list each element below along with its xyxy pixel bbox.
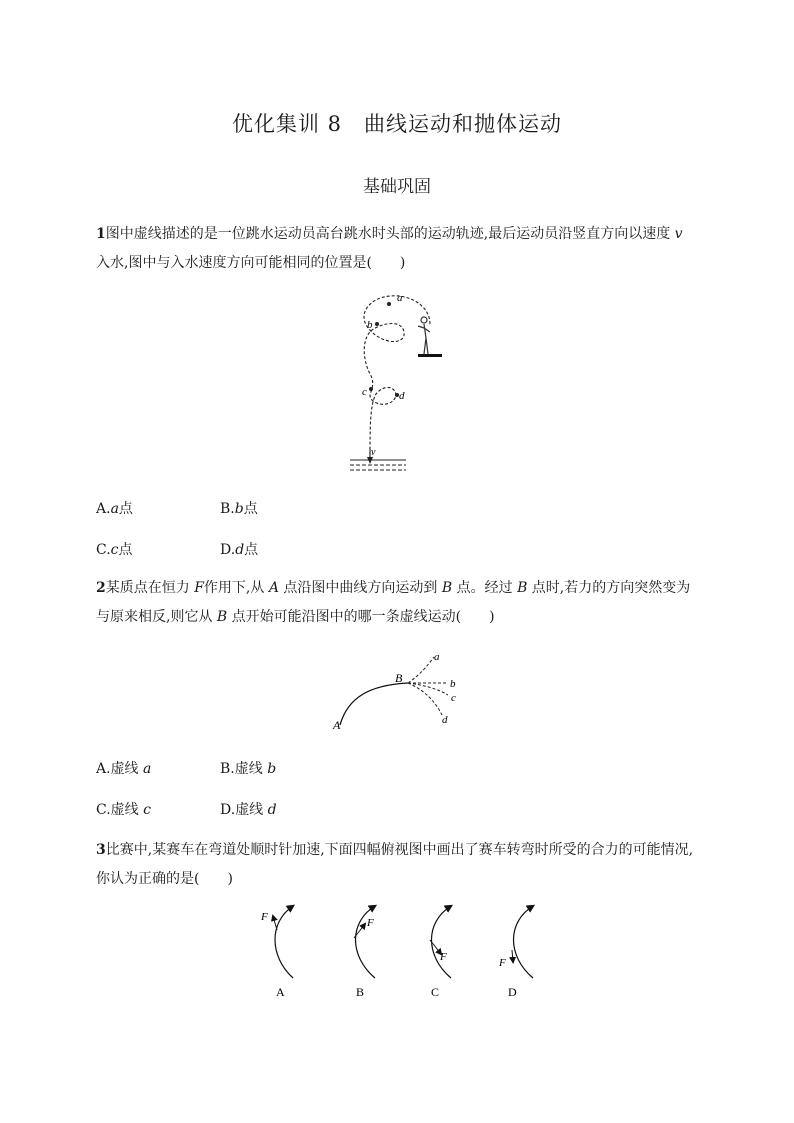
q2-option-d[interactable]: D.虚线 d xyxy=(220,802,277,818)
diving-platform xyxy=(418,354,442,357)
velocity-variable: v xyxy=(674,226,683,242)
label-d: d xyxy=(442,714,448,726)
question-number: 1 xyxy=(96,226,106,242)
question-text: 图中虚线描述的是一位跳水运动员高台跳水时头部的运动轨迹,最后运动员沿竖直方向以速度 xyxy=(105,226,675,242)
diagram-A xyxy=(260,906,293,999)
label-A: A xyxy=(333,718,341,732)
question-number: 3 xyxy=(96,842,106,858)
curve-ab-figure xyxy=(330,645,470,735)
dashed-line-c xyxy=(408,683,448,695)
diagram-C xyxy=(430,906,451,999)
question-3: 3比赛中,某赛车在弯道处顺时针加速,下面四幅俯视图中画出了赛车转弯时所受的合力的可能情况,你认为正确的是( ) xyxy=(96,842,694,887)
page-title: 优化集训 8 曲线运动和抛体运动 xyxy=(231,112,563,136)
label-a: a xyxy=(434,651,440,663)
track-arc-D xyxy=(514,906,534,978)
diver-trajectory-figure xyxy=(340,288,460,478)
dashed-line-a xyxy=(408,657,434,683)
q1-option-b[interactable]: B.b点 xyxy=(220,501,258,517)
section-heading: 基础巩固 xyxy=(363,177,431,197)
caption-C: C xyxy=(431,985,440,999)
q2-option-c[interactable]: C.虚线 c xyxy=(96,802,151,818)
force-arrow-A xyxy=(273,916,277,930)
svg-text:F: F xyxy=(499,957,506,969)
label-b: b xyxy=(367,319,373,331)
diagram-D xyxy=(498,906,533,999)
track-arc-A xyxy=(275,906,293,978)
label-B: B xyxy=(395,671,403,685)
label-d: d xyxy=(399,390,405,402)
curve-a-to-b xyxy=(340,683,408,725)
question-text: 入水,图中与入水速度方向可能相同的位置是( ) xyxy=(96,255,406,271)
diver-figure xyxy=(418,317,430,354)
question-1 xyxy=(96,220,701,278)
q1-option-c[interactable]: C.c点 xyxy=(96,542,133,558)
label-b: b xyxy=(450,678,456,690)
label-a: a xyxy=(397,292,403,304)
svg-text:F: F xyxy=(440,951,447,963)
q2-option-a[interactable]: A.虚线 a xyxy=(96,761,152,777)
label-c: c xyxy=(451,692,456,704)
caption-B: B xyxy=(356,985,365,999)
water-surface xyxy=(350,460,406,470)
question-2: 2某质点在恒力 F作用下,从 A 点沿图中曲线方向运动到 B 点。经过 B 点时,若力的方向突然变为与原来相反,则它从 B 点开始可能沿图中的哪一条虚线运动( ) xyxy=(96,580,691,625)
label-c: c xyxy=(362,386,367,398)
diagram-B xyxy=(354,906,375,999)
force-arrow-D xyxy=(512,950,513,962)
force-arrow-B xyxy=(354,924,365,938)
svg-text:F: F xyxy=(367,917,374,929)
caption-D: D xyxy=(508,985,517,999)
q1-option-a[interactable]: A.a点 xyxy=(96,501,133,517)
race-car-force-figures xyxy=(255,900,545,1005)
point-c-dot xyxy=(369,387,373,391)
svg-text:F: F xyxy=(261,911,268,923)
point-b-dot xyxy=(375,322,379,326)
point-a-dot xyxy=(387,302,391,306)
q2-option-b[interactable]: B.虚线 b xyxy=(220,761,277,777)
dashed-line-d xyxy=(408,683,442,715)
caption-A: A xyxy=(276,985,285,999)
question-number: 2 xyxy=(96,580,106,596)
q1-option-d[interactable]: D.d点 xyxy=(220,542,259,558)
label-v: v xyxy=(371,447,376,458)
track-arc-C xyxy=(432,906,452,978)
